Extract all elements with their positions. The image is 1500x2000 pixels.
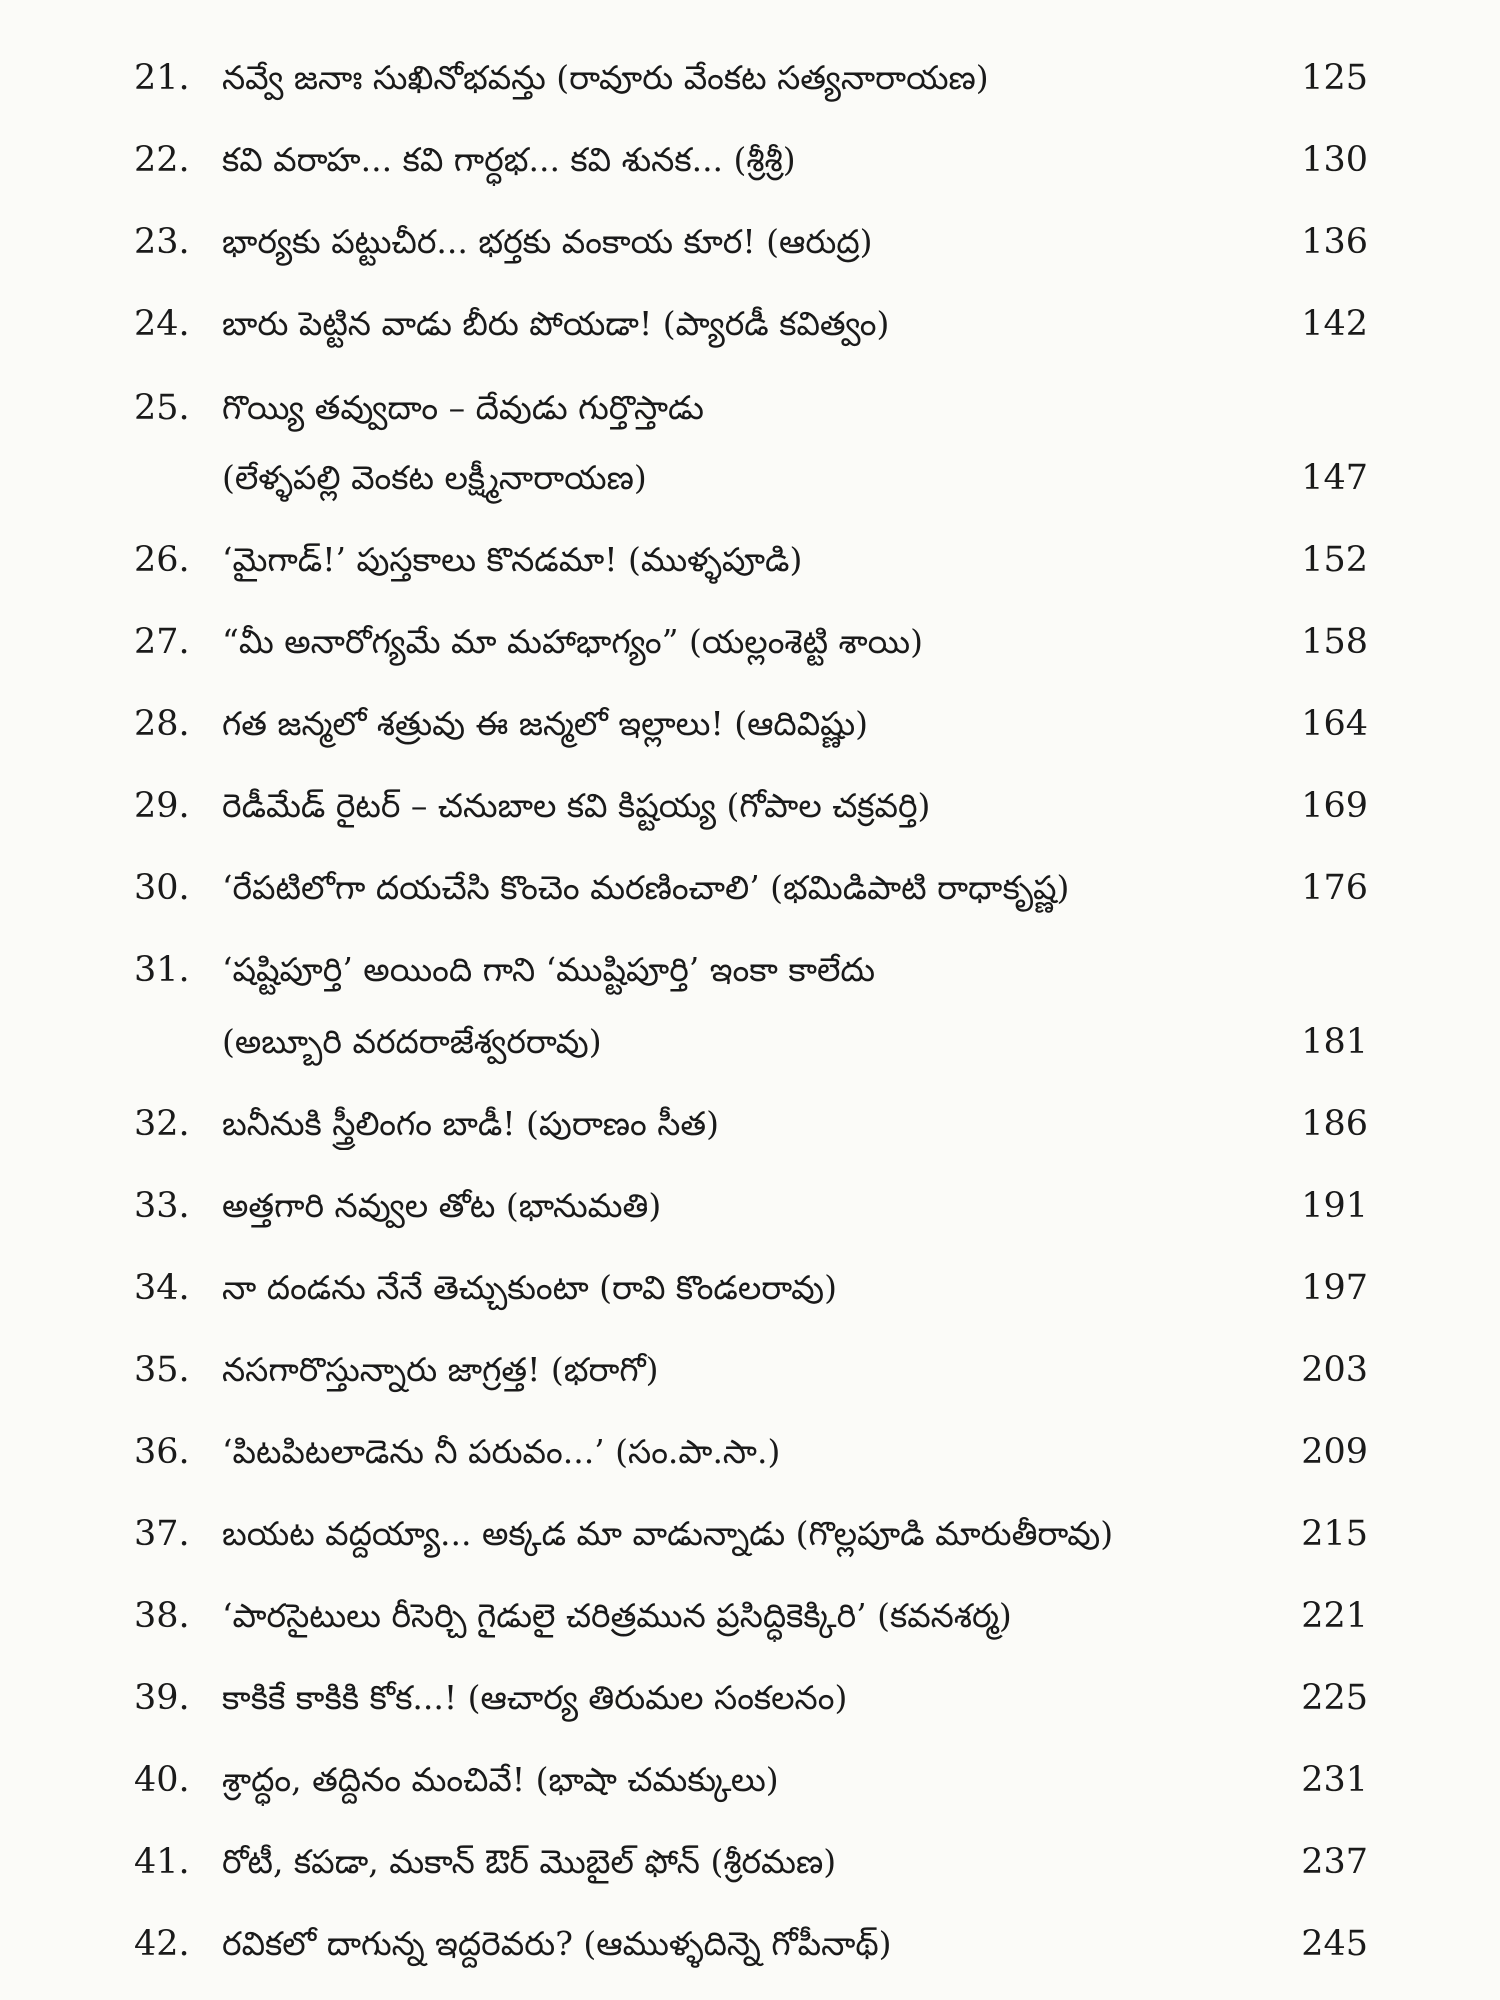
entry-page-number: 209 [1301, 1432, 1368, 1472]
entry-page-number: 245 [1301, 1924, 1368, 1964]
entry-title-continued: (లేళ్ళపల్లి వెంకట లక్ష్మీనారాయణ) [222, 458, 647, 497]
entry-title: ‘పారసైటులు రీసెర్చి గైడులై చరిత్రమున ప్రసిద్ధికెక్కిరి’ (కవనశర్మ) [222, 1596, 1012, 1635]
entry-title: బారు పెట్టిన వాడు బీరు పోయడా! (ప్యారడీ కవిత్వం) [222, 304, 890, 343]
entry-number: 23. [134, 222, 190, 262]
entry-number: 42. [134, 1924, 190, 1964]
entry-number: 27. [134, 622, 190, 662]
entry-page-number: 221 [1301, 1596, 1368, 1636]
entry-title: శ్రాద్ధం, తద్దినం మంచివే! (భాషా చమక్కులు) [222, 1760, 779, 1799]
entry-page-number: 125 [1301, 58, 1368, 98]
entry-page-number: 237 [1301, 1842, 1368, 1882]
entry-page-number: 158 [1301, 622, 1368, 662]
entry-number: 36. [134, 1432, 190, 1472]
entry-page-number: 169 [1301, 786, 1368, 826]
entry-page-number: 191 [1301, 1186, 1368, 1226]
entry-number: 24. [134, 304, 190, 344]
entry-page-number: 136 [1301, 222, 1368, 262]
entry-title: గత జన్మలో శత్రువు ఈ జన్మలో ఇల్లాలు! (ఆదివిష్ణు) [222, 704, 868, 743]
entry-page-number: 152 [1301, 540, 1368, 580]
entry-page-number: 130 [1301, 140, 1368, 180]
entry-title: ‘పిటపిటలాడెను నీ పరువం...’ (సం.పా.సా.) [222, 1432, 781, 1471]
entry-number: 30. [134, 868, 190, 908]
entry-number: 37. [134, 1514, 190, 1554]
entry-title-continued: (అబ్బూరి వరదరాజేశ్వరరావు) [222, 1022, 602, 1061]
entry-title: రోటీ, కపడా, మకాన్ ఔర్ మొబైల్ ఫోన్ (శ్రీరమణ) [222, 1842, 837, 1881]
entry-number: 38. [134, 1596, 190, 1636]
entry-title: భార్యకు పట్టుచీర... భర్తకు వంకాయ కూర! (ఆరుద్ర) [222, 222, 873, 261]
entry-page-number: 215 [1301, 1514, 1368, 1554]
entry-page-number: 231 [1301, 1760, 1368, 1800]
entry-page-number: 225 [1301, 1678, 1368, 1718]
entry-number: 28. [134, 704, 190, 744]
entry-title: బనీనుకి స్త్రీలింగం బాడీ! (పురాణం సీత) [222, 1104, 719, 1143]
entry-number: 29. [134, 786, 190, 826]
entry-title: నసగారొస్తున్నారు జాగ్రత్త! (భరాగో) [222, 1350, 659, 1389]
entry-title: ‘షష్టిపూర్తి’ అయింది గాని ‘ముష్టిపూర్తి’ ఇంకా కాలేదు [222, 950, 876, 989]
entry-title: ‘మైగాడ్!’ పుస్తకాలు కొనడమా! (ముళ్ళపూడి) [222, 540, 803, 579]
entry-title: “మీ అనారోగ్యమే మా మహాభాగ్యం” (యల్లంశెట్టి శాయి) [222, 622, 923, 661]
entry-page-number: 176 [1301, 868, 1368, 908]
entry-title: కవి వరాహ... కవి గార్ధభ... కవి శునక... (శ్రీశ్రీ) [222, 140, 796, 179]
entry-page-number: 186 [1301, 1104, 1368, 1144]
entry-title: రెడీమేడ్ రైటర్ – చనుబాల కవి కిష్టయ్య (గోపాల చక్రవర్తి) [222, 786, 931, 825]
entry-title: నవ్వే జనాః సుఖినోభవన్తు (రావూరు వేంకట సత్యనారాయణ) [222, 58, 989, 97]
entry-number: 26. [134, 540, 190, 580]
entry-number: 39. [134, 1678, 190, 1718]
entry-title: ‘రేపటిలోగా దయచేసి కొంచెం మరణించాలి’ (భమిడిపాటి రాధాకృష్ణ) [222, 868, 1070, 907]
entry-title: బయట వద్దయ్యా... అక్కడ మా వాడున్నాడు (గొల్లపూడి మారుతీరావు) [222, 1514, 1114, 1553]
entry-title: అత్తగారి నవ్వుల తోట (భానుమతి) [222, 1186, 662, 1225]
entry-number: 25. [134, 388, 190, 428]
entry-title: గొయ్యి తవ్వుదాం – దేవుడు గుర్తొస్తాడు [222, 388, 704, 427]
entry-number: 40. [134, 1760, 190, 1800]
entry-title: రవికలో దాగున్న ఇద్దరెవరు? (ఆముళ్ళదిన్నె గోపీనాథ్) [222, 1924, 892, 1963]
entry-page-number: 197 [1301, 1268, 1368, 1308]
entry-number: 33. [134, 1186, 190, 1226]
entry-page-number: 181 [1301, 1022, 1368, 1062]
entry-number: 32. [134, 1104, 190, 1144]
entry-page-number: 164 [1301, 704, 1368, 744]
entry-number: 35. [134, 1350, 190, 1390]
entry-number: 41. [134, 1842, 190, 1882]
entry-title: కాకికే కాకికి కోక...! (ఆచార్య తిరుమల సంకలనం) [222, 1678, 848, 1717]
entry-number: 22. [134, 140, 190, 180]
entry-page-number: 203 [1301, 1350, 1368, 1390]
entry-number: 34. [134, 1268, 190, 1308]
entry-page-number: 142 [1301, 304, 1368, 344]
entry-page-number: 147 [1301, 458, 1368, 498]
entry-number: 21. [134, 58, 190, 98]
entry-number: 31. [134, 950, 190, 990]
entry-title: నా దండను నేనే తెచ్చుకుంటా (రావి కొండలరావు) [222, 1268, 837, 1307]
